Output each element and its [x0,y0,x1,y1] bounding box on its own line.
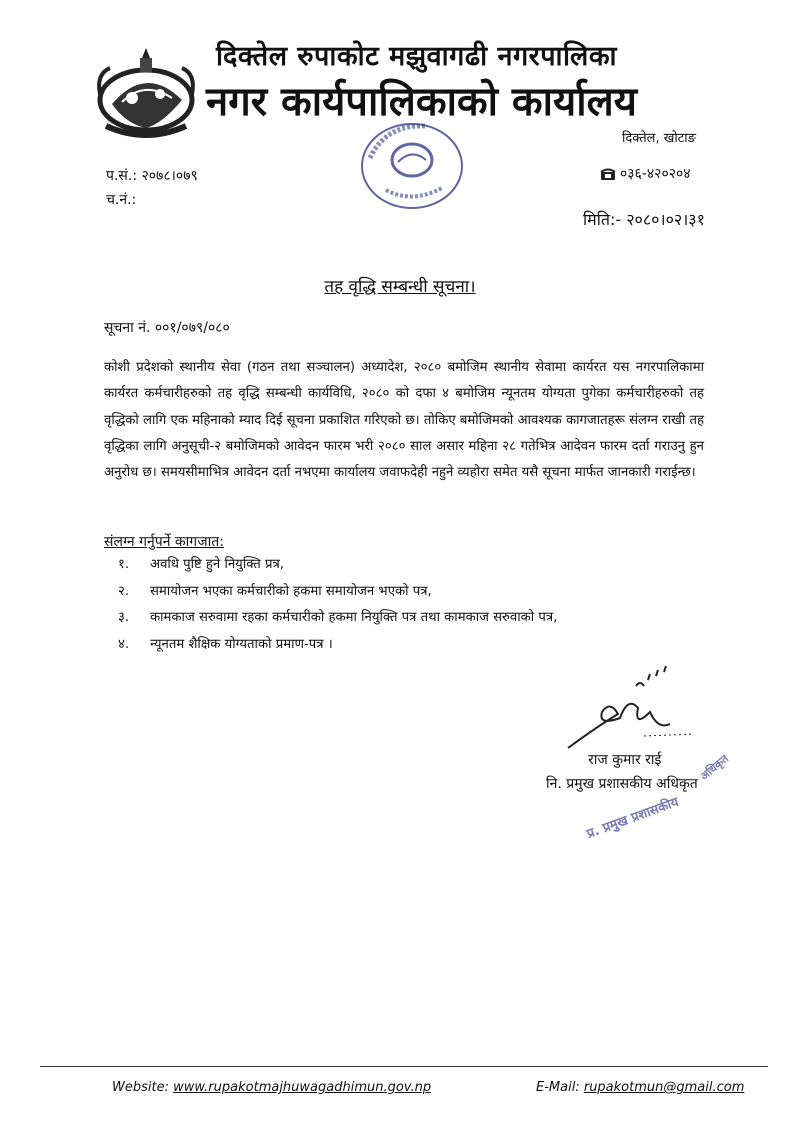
signatory-name: राज कुमार राई [588,752,662,768]
office-location: दिक्तेल, खोटाङ [622,131,696,146]
list-item-text: कामकाज सरुवामा रहका कर्मचारीको हकमा नियुक्ति पत्र तथा कामकाज सरुवाको पत्र, [150,610,558,625]
dispatch-number: च.नं.: [106,192,137,208]
nepal-emblem-icon [92,44,200,140]
reference-number: प.सं.: २०७८।०७९ [106,168,198,184]
email-label: E-Mail: [536,1080,580,1095]
documents-list [118,552,557,658]
office-seal-icon [356,118,468,214]
telephone-icon [600,168,616,180]
notice-title: तह वृद्धि सम्बन्धी सूचना। [324,277,476,297]
list-item-number: २. [118,583,130,599]
list-item [118,632,557,659]
website-link[interactable]: www.rupakotmajhuwagadhimun.gov.np [173,1080,432,1095]
documents-heading: संलग्न गर्नुपर्ने कागजात: [104,534,224,550]
phone-number: ०३६-४२०२०४ [620,166,691,182]
stamp-text: अधिकृत [697,751,732,784]
list-item-text: समायोजन भएका कर्मचारीको हकमा समायोजन भएको पत्र, [150,583,432,599]
notice-body: कोशी प्रदेशको स्थानीय सेवा (गठन तथा सञ्चालन) अध्यादेश, २०८० बमोजिम स्थानीय सेवामा कार्यरत यस नगरपालिकामा कार्यरत कर्मचारीहरुको तह वृद्धि सम्बन्धी कार्यविधि, २०८० को दफा ४ बमोजिम न्यूनतम योग्यता पुगेका कर्मचारीहरुको तह वृद्धिको लागि एक महिनाको म्याद दिई सूचना प्रकाशित गरिएको छ। तोकिए बमोजिमको आवश्यक कागजातहरू संलग्न राखी तह वृद्धिका लागि अनुसूची-२ बमोजिमको आवेदन फारम भरी २०८० साल असार महिना २८ गतेभित्र आदेवन फारम दर्ता गराउनु हुन अनुरोध छ। समयसीमाभित्र आवेदन दर्ता नभएमा कार्यालय जवाफदेही नहुने व्यहोरा समेत यसै सूचना मार्फत जानकारी गराईन्छ। [104,360,704,481]
list-item-text: न्यूनतम शैक्षिक योग्यताको प्रमाण-पत्र । [150,636,333,652]
signatory-title: नि. प्रमुख प्रशासकीय अधिकृत [546,776,698,792]
issue-date: मिति:- २०८०।०२।३१ [583,210,705,229]
stamp-text: प्र. प्रमुख प्रशासकीय [584,794,681,842]
list-item [118,605,557,632]
office-phone [600,164,691,183]
footer-email [536,1080,744,1095]
website-label: Website: [112,1080,169,1095]
list-item-number: १. [118,557,130,572]
handwritten-signature [558,656,698,756]
municipality-name: दिक्तेल रुपाकोट मझुवागढी नगरपालिका [216,41,618,72]
signatory-stamp [578,751,748,842]
email-link[interactable]: rupakotmun@gmail.com [583,1080,745,1095]
list-item-number: ३. [118,610,130,625]
office-name: नगर कार्यपालिकाको कार्यालय [206,79,637,125]
list-item [118,579,557,606]
notice-number: सूचना नं. ००१/०७९/०८० [104,320,230,336]
list-item-text: अवधि पुष्टि हुने नियुक्ति प्रत्र, [150,557,284,572]
list-item [118,552,557,579]
list-item-number: ४. [118,636,130,652]
footer-divider [40,1066,768,1067]
footer-website [112,1080,431,1095]
